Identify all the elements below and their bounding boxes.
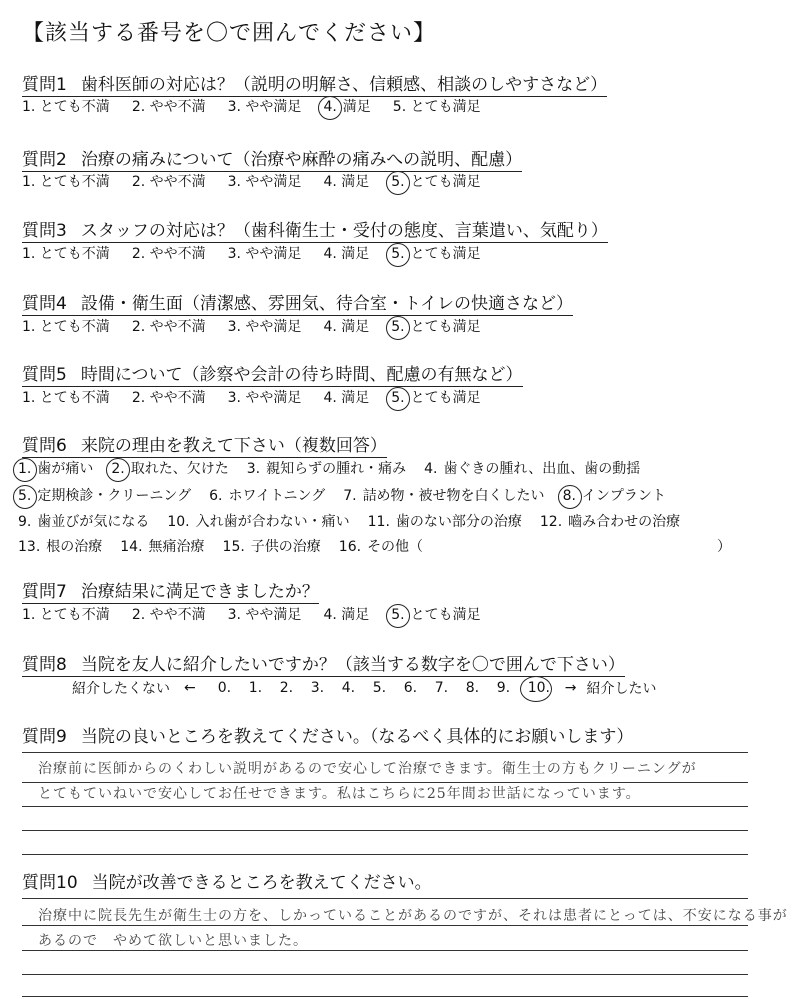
question-4-options [22,316,503,336]
question-number: 質問10 [22,873,78,893]
option-row [18,536,749,556]
page-title: 【該当する番号を〇で囲んでください】 [22,21,437,46]
question-number: 質問7 [22,582,67,602]
option-label: 嚙み合わせの治療 [568,514,681,530]
option-number: 4. [424,461,438,477]
option[interactable]: 4. 満足 [323,246,370,262]
right-arrow-icon: → [564,680,577,696]
option-label: 歯並びが気になる [37,514,150,530]
scale-value[interactable]: 9. [496,680,511,696]
scale-value[interactable]: 7. [434,680,449,696]
option-label: インプラント [581,488,666,504]
question-text: 設備・衛生面（清潔感、雰囲気、待合室・トイレの快適さなど） [80,294,573,314]
question-1-title [22,70,607,97]
option-label: 入れ歯が合わない・痛い [195,514,350,530]
question-text: 当院の良いところを教えてください。（なるべく具体的にお願いします） [80,727,634,747]
option-circled[interactable] [563,485,666,505]
option[interactable]: 3. やや満足 [227,390,302,406]
question-3-options [22,243,503,263]
option[interactable]: 1. とても不満 [22,319,110,335]
question-text: 治療結果に満足できましたか？ [80,582,319,602]
option-circled[interactable] [18,458,93,478]
option[interactable]: 3. やや満足 [227,607,302,623]
option-label: 無痛治療 [148,539,205,555]
option[interactable] [424,458,640,478]
question-5-title [22,360,523,387]
option-circled[interactable] [18,485,191,505]
question-1-options [22,96,503,116]
option-number: 12. [539,514,563,530]
question-number: 質問2 [22,150,67,170]
option-number: 1. [18,461,32,477]
option-circled[interactable]: 5. とても満足 [391,246,481,262]
option-circled[interactable]: 5. とても満足 [391,174,481,190]
selection-circle: 5. [391,607,405,623]
scale-value[interactable]: 0. [217,680,232,696]
option-row [18,458,658,478]
question-number: 質問6 [22,436,67,456]
question-3-title [22,216,608,243]
answer-line [22,854,748,855]
option-label: 詰め物・被せ物を白くしたい [362,488,545,504]
scale-value[interactable]: 1. [248,680,263,696]
answer-line [22,898,748,899]
option-number: 5. [18,488,32,504]
option-number: 9. [18,514,32,530]
option-number: 16. [338,539,362,555]
option-circled[interactable]: 4. 満足 [323,99,371,115]
option-label: 歯が痛い [37,461,94,477]
option-number: 10. [167,514,190,530]
scale-value[interactable]: 8. [465,680,480,696]
option[interactable]: 2. やや不満 [131,246,206,262]
handwritten-answer-line[interactable]: あるので やめて欲しいと思いました。 [38,933,308,949]
option[interactable]: 4. 満足 [323,390,370,406]
answer-line [22,752,748,753]
question-text: 来院の理由を教えて下さい（複数回答） [80,436,387,456]
left-arrow-icon: ← [184,680,196,696]
option[interactable]: 2. やや不満 [131,99,206,115]
question-number: 質問3 [22,221,67,241]
question-text: 歯科医師の対応は？（説明の明解さ、信頼感、相談のしやすさなど） [80,75,608,95]
option-label: 歯のない部分の治療 [395,514,522,530]
option[interactable]: 2. やや不満 [131,390,206,406]
question-10-title [22,868,432,894]
question-2-title [22,145,522,172]
option-label: 子供の治療 [250,539,321,555]
question-number: 質問8 [22,655,67,675]
option-row [18,511,698,531]
question-text: 治療の痛みについて（治療や麻酔の痛みへの説明、配慮） [80,150,523,170]
option[interactable] [167,511,349,531]
option[interactable]: 3. やや満足 [227,174,302,190]
option[interactable]: 3. やや満足 [227,246,302,262]
option-circled[interactable]: 5. とても満足 [391,319,481,335]
option-number: 6. [209,488,223,504]
answer-line [22,806,748,807]
option[interactable] [540,511,680,531]
option[interactable]: 1. とても不満 [22,174,110,190]
option[interactable] [343,485,544,505]
question-7-options [22,604,503,624]
option-circled[interactable] [111,458,228,478]
question-6-title [22,431,387,458]
option[interactable]: 4. 満足 [323,174,370,190]
option[interactable] [18,511,149,531]
option-number: 7. [343,488,357,504]
selection-circle: 5. [391,246,405,262]
question-text: 時間について（診察や会計の待ち時間、配慮の有無など） [80,365,523,385]
option-number: 2. [111,461,125,477]
option-number: 11. [367,514,390,530]
question-8-title [22,650,625,677]
option-circled[interactable]: 5. とても満足 [391,390,481,406]
option-number: 8. [562,488,576,504]
option[interactable] [223,536,321,556]
option[interactable] [120,536,204,556]
selection-circle: 5. [391,390,405,406]
scale-left-label: 紹介したくない [72,681,170,697]
recommend-scale [72,678,656,698]
scale-value[interactable]: 10. [528,680,559,696]
option[interactable]: 4. 満足 [323,319,370,335]
answer-line [22,950,748,951]
option-row [18,485,684,505]
question-9-title [22,722,633,748]
option-label: 歯ぐきの腫れ、出血、歯の動揺 [443,461,641,477]
question-7-title [22,577,319,604]
option-label: 根の治療 [46,539,103,555]
option-label: 取れた、欠けた [130,461,229,477]
option-label: 定期検診・クリーニング [37,488,192,504]
question-number: 質問4 [22,294,67,314]
question-4-title [22,289,573,316]
option[interactable]: 1. とても不満 [22,99,110,115]
option[interactable] [368,511,522,531]
scale-right-label: 紹介したい [586,681,657,697]
option-number: 15. [222,539,245,555]
answer-line [22,830,748,831]
option[interactable]: 2. やや不満 [131,319,206,335]
option-number: 14. [120,539,143,555]
option[interactable]: 1. とても不満 [22,390,110,406]
scale-value[interactable]: 5. [372,680,387,696]
question-5-options [22,387,503,407]
question-number: 質問9 [22,727,67,747]
option[interactable]: 1. とても不満 [22,246,110,262]
handwritten-answer-line[interactable]: 治療中に院長先生が衛生士の方を、しかっていることがあるのですが、それは患者にとっては、不安になる事が [38,908,788,924]
option[interactable]: 5. とても満足 [392,99,481,115]
option[interactable]: 4. 満足 [323,607,370,623]
handwritten-answer-line[interactable]: 治療前に医師からのくわしい説明があるので安心して治療できます。衛生士の方もクリーニングが [38,761,697,777]
option[interactable] [209,485,325,505]
option-label: 親知らずの腫れ・痛み [266,461,407,477]
answer-line [22,974,748,975]
option[interactable]: 2. やや不満 [131,607,206,623]
scale-value[interactable]: 4. [341,680,356,696]
scale-value[interactable]: 3. [310,680,325,696]
question-text: スタッフの対応は？（歯科衛生士・受付の態度、言葉遣い、気配り） [80,221,608,241]
option[interactable]: 3. やや満足 [227,99,302,115]
question-text: 当院を友人に紹介したいですか？（該当する数字を〇で囲んで下さい） [80,655,625,675]
selection-circle: 4. [323,99,337,115]
selection-circle: 5. [391,174,405,190]
question-text: 当院が改善できるところを教えてください。 [91,873,432,893]
option[interactable] [18,536,102,556]
answer-line [22,996,748,997]
option[interactable] [247,458,406,478]
option-label: その他（ ） [367,539,732,555]
option[interactable]: 3. やや満足 [227,319,302,335]
handwritten-answer-line[interactable]: とてもていねいで安心してお任せできます。私はこちらに25年間お世話になっています。 [38,786,641,802]
scale-value[interactable]: 6. [403,680,418,696]
option[interactable] [339,536,731,556]
option-label: ホワイトニング [228,488,326,504]
question-2-options [22,171,503,191]
selection-circle: 5. [391,319,405,335]
scale-value[interactable]: 2. [279,680,294,696]
option[interactable]: 2. やや不満 [131,174,206,190]
question-number: 質問5 [22,365,67,385]
option-number: 3. [246,461,261,477]
option[interactable]: 1. とても不満 [22,607,110,623]
option-circled[interactable]: 5. とても満足 [391,607,481,623]
question-number: 質問1 [22,75,67,95]
answer-line [22,925,748,926]
option-number: 13. [18,539,41,555]
